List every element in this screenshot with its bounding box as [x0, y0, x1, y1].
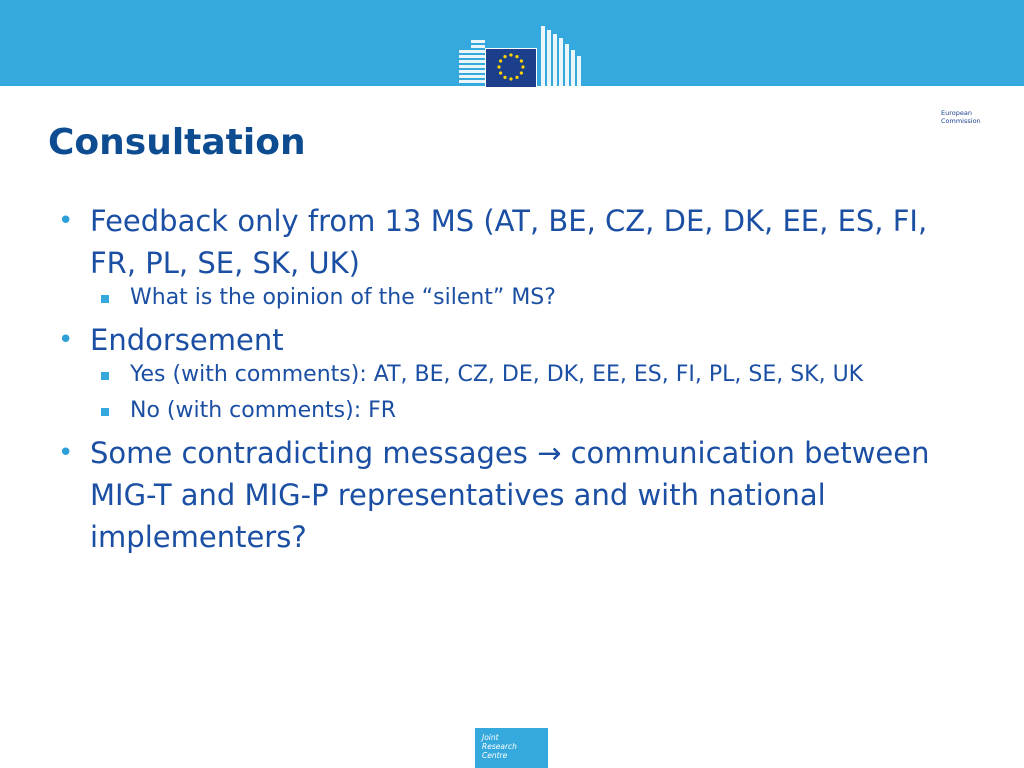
bullet-item: [58, 319, 973, 361]
jrc-logo-caption-line: Joint: [482, 733, 499, 742]
square-bullet-icon: [101, 295, 109, 303]
joint-research-centre-logo: [475, 728, 548, 768]
ec-logo-caption: [941, 110, 993, 134]
sub-bullet-item: [130, 396, 973, 426]
bullet-dot-icon: •: [58, 438, 74, 468]
bullet-item: [58, 200, 973, 284]
bullet-text: Some contradicting messages → communication between MIG-T and MIG-P representatives and with national implementers?: [90, 436, 930, 554]
ec-logo-caption-line: Commission: [941, 116, 981, 125]
slide-body: [58, 200, 973, 563]
sub-bullet-item: [130, 360, 973, 390]
slide-title: Consultation: [48, 122, 306, 163]
jrc-logo-caption-line: Centre: [482, 751, 508, 760]
sub-bullet-text: Yes (with comments): AT, BE, CZ, DE, DK, EE, ES, FI, PL, SE, SK, UK: [130, 362, 864, 387]
sub-bullet-item: [130, 283, 973, 313]
bullet-text: Endorsement: [90, 323, 284, 357]
bullet-dot-icon: •: [58, 206, 74, 236]
bullet-dot-icon: •: [58, 325, 74, 355]
bullet-item: [58, 432, 973, 558]
jrc-logo-caption-line: Research: [482, 742, 517, 751]
square-bullet-icon: [101, 408, 109, 416]
sub-bullet-text: What is the opinion of the “silent” MS?: [130, 285, 556, 310]
bullet-text: Feedback only from 13 MS (AT, BE, CZ, DE, DK, EE, ES, FI, FR, PL, SE, SK, UK): [90, 204, 928, 280]
jrc-logo-caption: [482, 733, 517, 760]
ec-building-icon: [455, 24, 587, 88]
ec-logo-caption-line: European: [941, 109, 972, 117]
square-bullet-icon: [101, 372, 109, 380]
european-commission-logo: [455, 24, 981, 125]
sub-bullet-text: No (with comments): FR: [130, 398, 397, 423]
